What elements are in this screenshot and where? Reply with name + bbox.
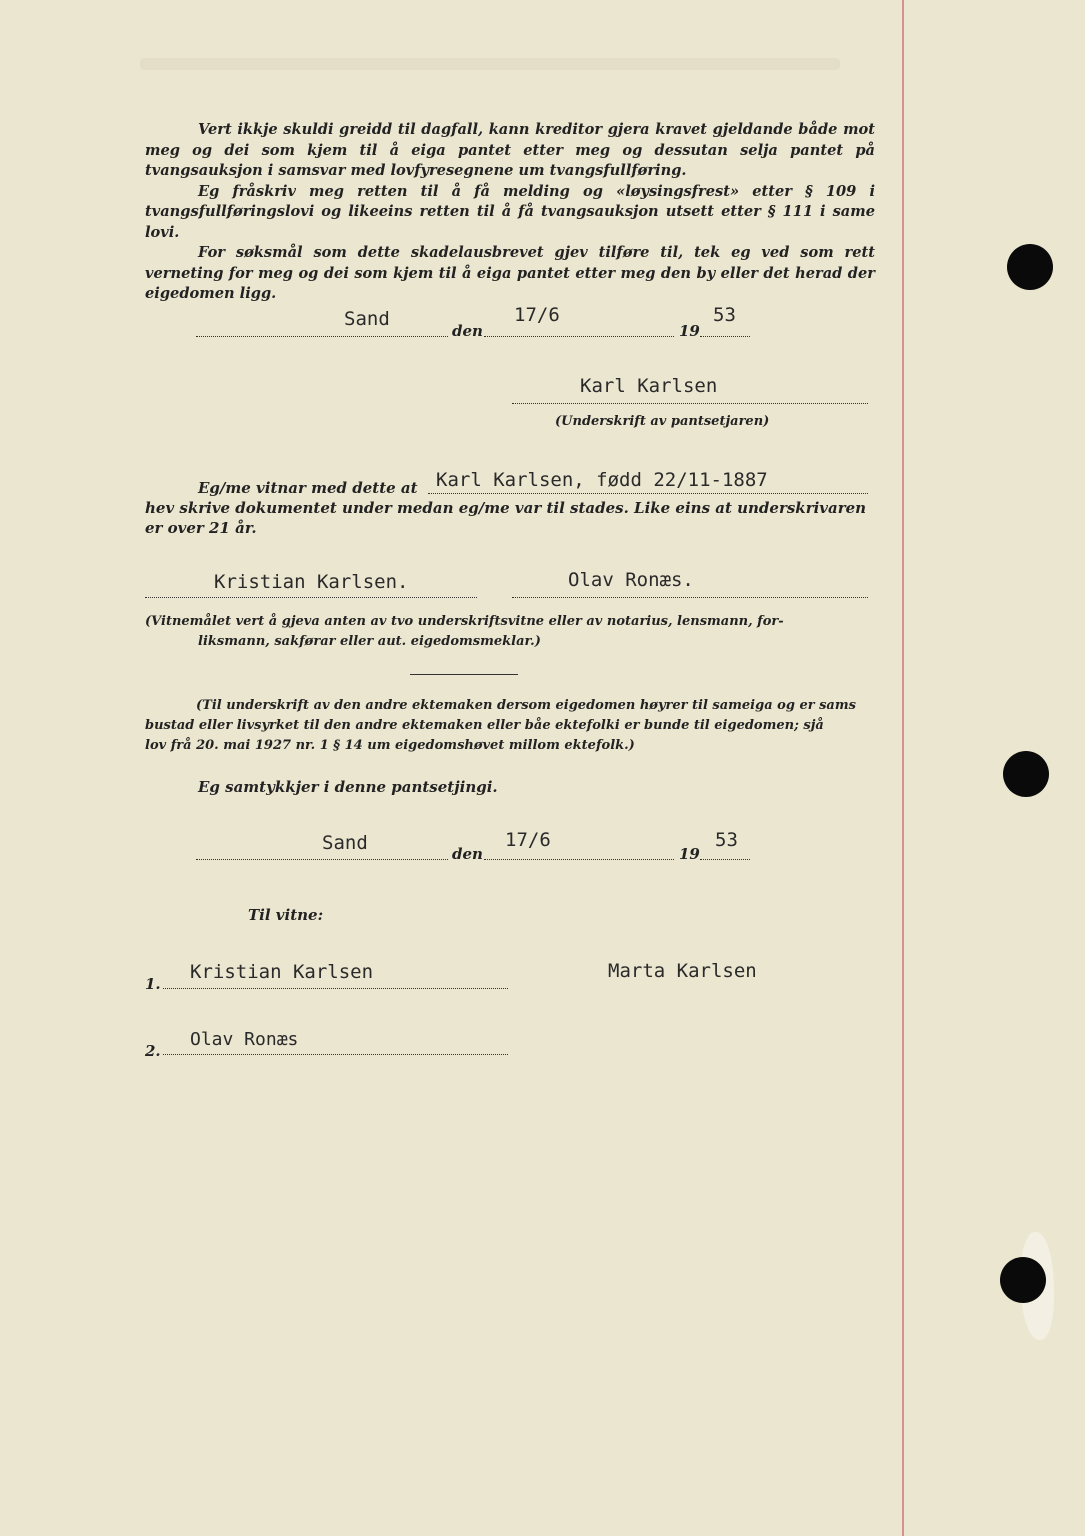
year-line-2 <box>700 859 750 860</box>
terms-text <box>145 120 875 305</box>
paragraph-venue-clause: For søksmål som dette skadelausbrevet gjev tilføre til, tek eg ved som rett verneting for meg og dei som kjem til å eiga pantet etter meg den by eller det herad der eigedomen ligg. <box>145 244 875 302</box>
til-vitne-label: Til vitne: <box>248 906 324 924</box>
punch-hole <box>1003 751 1049 797</box>
year-prefix: 19 <box>679 322 700 340</box>
den-label-2: den <box>452 845 483 863</box>
witness-statement-line2: hev skrive dokumentet under medan eg/me var til stades. Like eins at underskrivaren <box>145 499 867 517</box>
witness-signature-2: Olav Ronæs. <box>568 569 694 591</box>
witness-statement-line3: er over 21 år. <box>145 519 257 537</box>
signature-line <box>512 403 868 404</box>
witness-list-name-2: Olav Ronæs <box>190 1029 299 1050</box>
place-line-2 <box>196 859 448 860</box>
place-value-2: Sand <box>322 832 368 854</box>
date-line <box>484 336 674 337</box>
spouse-note-line1: (Til underskrift av den andre ektemaken dersom eigedomen høyrer til sameiga og er sams <box>196 698 856 713</box>
witness-number-1: 1. <box>145 975 161 993</box>
witness-list-line-2 <box>163 1054 508 1055</box>
punch-hole <box>1007 244 1053 290</box>
witness-list-line-1 <box>163 988 508 989</box>
witness-line-2 <box>512 597 868 598</box>
signature-caption: (Underskrift av pantsetjaren) <box>555 414 770 429</box>
witness-statement-filled: Karl Karlsen, fødd 22/11-1887 <box>436 469 768 491</box>
consent-text: Eg samtykkjer i denne pantsetjingi. <box>198 778 498 796</box>
year-value-2: 53 <box>715 829 738 851</box>
paragraph-default-clause: Vert ikkje skuldi greidd til dagfall, kann kreditor gjera kravet gjeldande både mot meg og dei som kjem til å eiga pantet etter meg og dessutan selja pantet på tvangsauksjon i samsvar med lovfyresegnene um tvangsfullføring. <box>145 121 875 179</box>
punch-hole <box>1000 1257 1046 1303</box>
witness-signature-1: Kristian Karlsen. <box>214 571 409 593</box>
year-prefix-2: 19 <box>679 845 700 863</box>
year-value: 53 <box>713 304 736 326</box>
witness-note-line2: liksmann, sakførar eller aut. eigedomsmeklar.) <box>198 634 541 649</box>
pledger-signature: Karl Karlsen <box>580 375 718 397</box>
spouse-note-line2: bustad eller livsyrket til den andre ektemaken eller båe ektefolki er bunde til eigedomen; sjå <box>145 718 824 733</box>
witness-number-2: 2. <box>145 1042 161 1060</box>
witness-note-line1: (Vitnemålet vert å gjeva anten av tvo underskriftsvitne eller av notarius, lensmann, for- <box>145 614 784 629</box>
witness-statement-line <box>428 493 868 494</box>
faded-header-stamp <box>140 58 840 70</box>
place-line <box>196 336 448 337</box>
date-value-2: 17/6 <box>505 829 551 851</box>
date-line-2 <box>484 859 674 860</box>
witness-list-name-1: Kristian Karlsen <box>190 961 374 983</box>
margin-rule <box>902 0 904 1536</box>
year-line <box>700 336 750 337</box>
divider <box>410 674 518 675</box>
witness-line-1 <box>145 597 477 598</box>
place-value: Sand <box>344 308 390 330</box>
paragraph-waiver-clause: Eg fråskriv meg retten til å få melding og «løysingsfrest» etter § 109 i tvangsfullføringslovi og likeeins retten til å få tvangsauksjon utsett etter § 111 i same lovi. <box>145 182 875 241</box>
spouse-note-line3: lov frå 20. mai 1927 nr. 1 § 14 um eigedomshøvet millom ektefolk.) <box>145 738 635 753</box>
den-label: den <box>452 322 483 340</box>
spouse-signature: Marta Karlsen <box>608 960 757 982</box>
date-value: 17/6 <box>514 304 560 326</box>
witness-statement-prefix: Eg/me vitnar med dette at <box>198 479 418 497</box>
